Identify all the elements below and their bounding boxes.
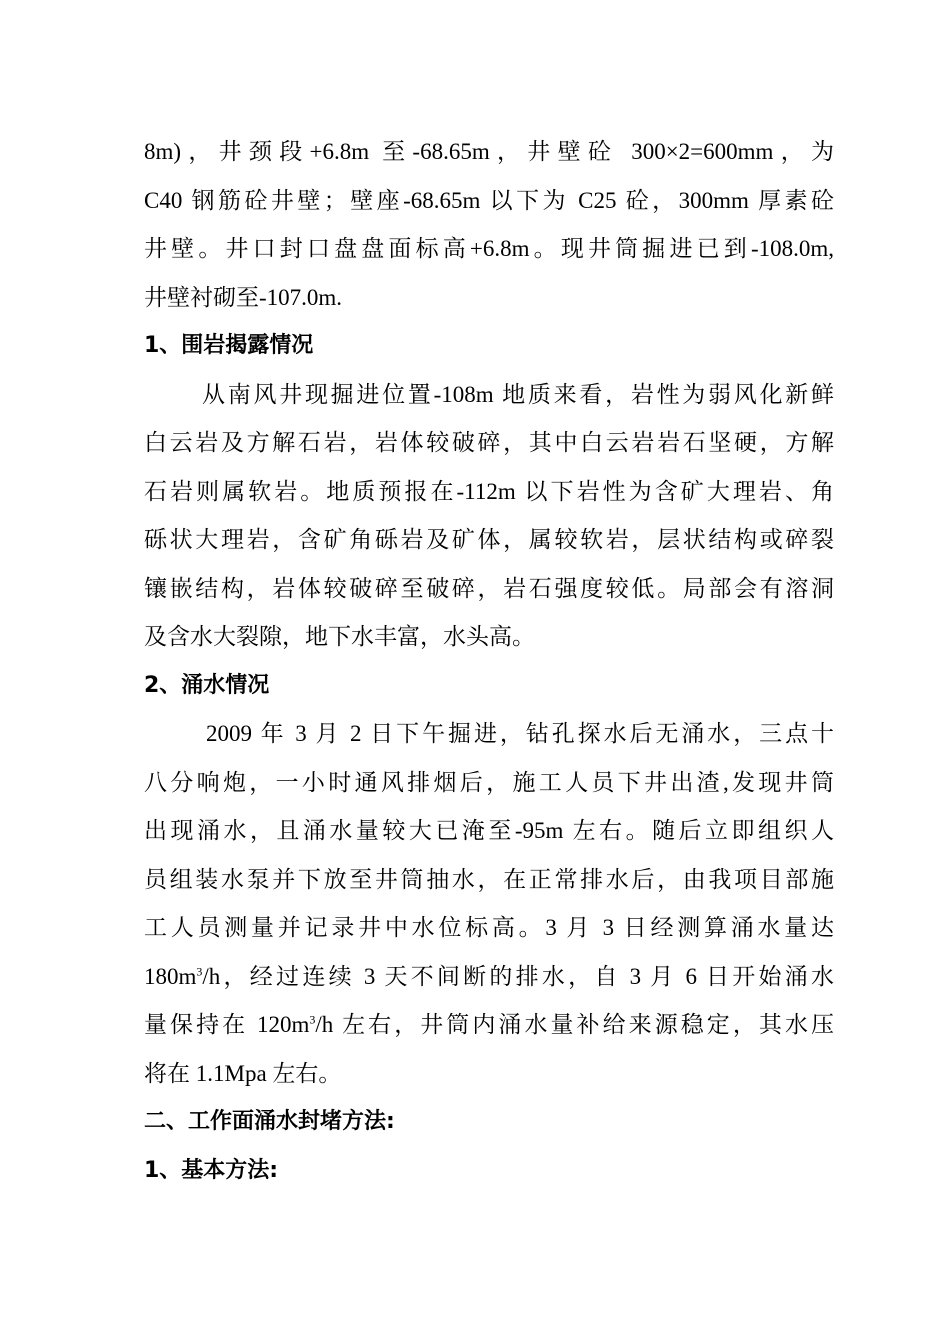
paragraph-line: 员组装水泵并下放至井筒抽水，在正常排水后，由我项目部施 [144,866,834,892]
sub-heading-basic-method: 1、基本方法: [144,1157,279,1183]
flow-text: /h 左右，井筒内涌水量补给来源稳定，其水压 [315,1012,834,1037]
paragraph-line: 及含水大裂隙，地下水丰富，水头高。 [144,624,535,649]
paragraph-line: 砾状大理岩，含矿角砾岩及矿体，属较软岩，层状结构或碎裂 [144,527,834,552]
section-heading-rock-exposure: 1、围岩揭露情况 [144,333,314,358]
paragraph-line: C40 钢筋砼井壁；壁座-68.65m 以下为 C25 砼，300mm 厚素砼 [144,187,834,213]
paragraph-line: 出现涌水，且涌水量较大已淹至-95m 左右。随后立即组织人 [144,818,834,843]
superscript: 3 [196,963,203,978]
paragraph-line: 将在 1.1Mpa 左右。 [144,1060,342,1086]
section-heading-water-inflow: 2、涌水情况 [144,672,270,698]
paragraph-line: 镶嵌结构，岩体较破碎至破碎，岩石强度较低。局部会有溶洞 [144,575,834,601]
flow-text: 量保持在 120m [144,1012,310,1037]
part-heading-sealing-method: 二、工作面涌水封堵方法: [144,1109,395,1134]
paragraph-line: 工人员测量并记录井中水位标高。3 月 3 日经测算涌水量达 [144,915,834,940]
paragraph-line: 井壁衬砌至-107.0m. [144,284,343,310]
paragraph-line: 8m)，井颈段+6.8m 至-68.65m，井壁砼 300×2=600mm，为 [144,139,834,164]
superscript: 3 [309,1012,316,1027]
flow-text: /h，经过连续 3 天不间断的排水，自 3 月 6 日开始涌水 [202,963,834,989]
paragraph-line-flow-rate [144,1001,834,1050]
flow-value: 180m [144,963,197,989]
paragraph-line: 白云岩及方解石岩，岩体较破碎，其中白云岩岩石坚硬，方解 [144,430,834,455]
paragraph-line: 八分响炮，一小时通风排烟后，施工人员下井出渣,发现井筒 [144,769,834,795]
paragraph-line: 石岩则属软岩。地质预报在-112m 以下岩性为含矿大理岩、角 [144,478,834,504]
document-page [144,128,834,1195]
paragraph-line: 从南风井现掘进位置-108m 地质来看，岩性为弱风化新鲜 [202,381,834,407]
paragraph-line-flow-rate [144,953,834,1002]
paragraph-line: 2009 年 3 月 2 日下午掘进，钻孔探水后无涌水，三点十 [206,721,834,746]
paragraph-line: 井壁。井口封口盘盘面标高+6.8m。现井筒掘进已到-108.0m, [144,236,834,261]
